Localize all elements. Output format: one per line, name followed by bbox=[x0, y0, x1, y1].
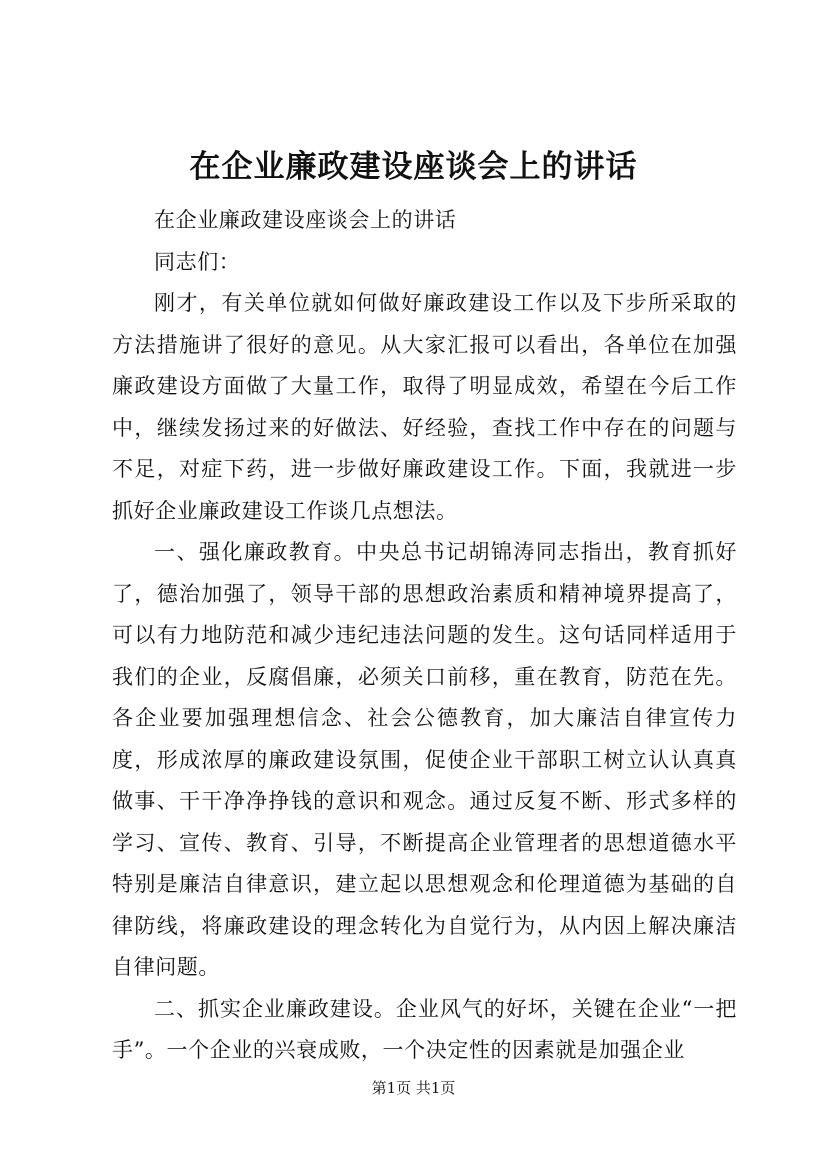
body-paragraph: 一、强化廉政教育。中央总书记胡锦涛同志指出，教育抓好了，德治加强了，领导干部的思想政治素质和精神境界提高了，可以有力地防范和减少违纪违法问题的发生。这句话同样适用于我们的企业，反腐倡廉，必须关口前移，重在教育，防范在先。各企业要加强理想信念、社会公德教育，加大廉洁自律宣传力度，形成浓厚的廉政建设氛围，促使企业干部职工树立认认真真做事、干干净净挣钱的意识和观念。通过反复不断、形式多样的学习、宣传、教育、引导，不断提高企业管理者的思想道德水平特别是廉洁自律意识，建立起以思想观念和伦理道德为基础的自律防线，将廉政建设的理念转化为自觉行为，从内因上解决廉洁自律问题。 bbox=[112, 540, 737, 979]
document-title: 在企业廉政建设座谈会上的讲话 bbox=[189, 149, 638, 185]
salutation-paragraph: 同志们： bbox=[154, 249, 241, 274]
page-footer: 第1页 共1页 bbox=[371, 1079, 456, 1097]
subtitle-paragraph: 在企业廉政建设座谈会上的讲话 bbox=[154, 208, 457, 232]
body-paragraph: 二、抓实企业廉政建设。企业风气的好坏，关键在企业“一把手”。一个企业的兴衰成败，一个决定性的因素就是加强企业 bbox=[112, 996, 737, 1062]
document-body bbox=[112, 200, 737, 1072]
body-paragraph: 刚才，有关单位就如何做好廉政建设工作以及下步所采取的方法措施讲了很好的意见。从大家汇报可以看出，各单位在加强廉政建设方面做了大量工作，取得了明显成效，希望在今后工作中，继续发扬过来的好做法、好经验，查找工作中存在的问题与不足，对症下药，进一步做好廉政建设工作。下面，我就进一步抓好企业廉政建设工作谈几点想法。 bbox=[112, 291, 737, 523]
